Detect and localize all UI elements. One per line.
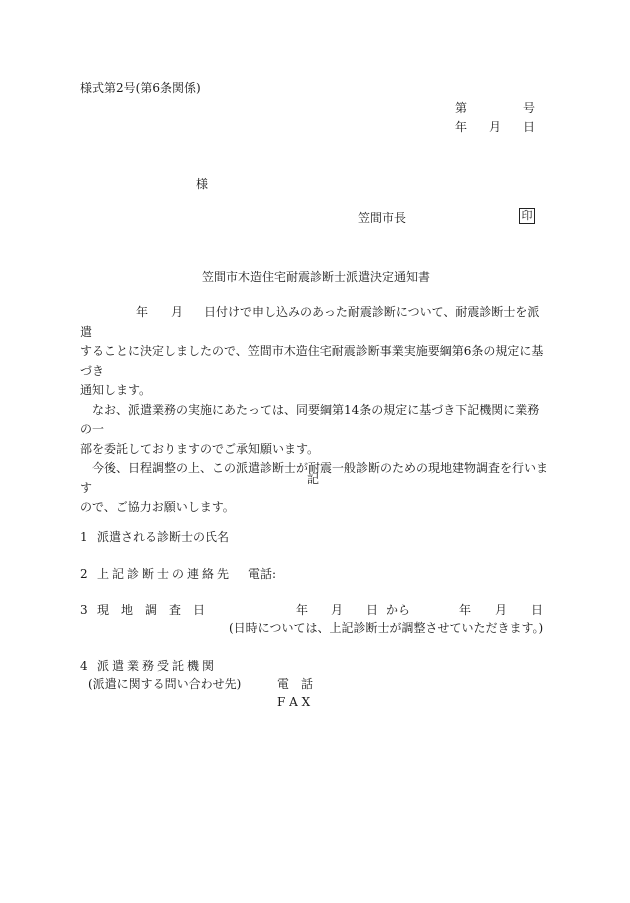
doc-number-go: 号	[523, 101, 536, 115]
item-3-end-day: 日	[531, 603, 544, 617]
item-4-subtitle: (派遣に関する問い合わせ先)	[88, 677, 242, 691]
item-4-number: 4	[80, 659, 88, 673]
item-2-label: 上記診断士の連絡先	[97, 567, 233, 581]
addressee-honorific: 様	[196, 177, 209, 191]
seal-mark: 印	[519, 208, 535, 224]
item-3-end-month: 月	[495, 603, 508, 617]
doc-date-month: 月	[489, 120, 502, 134]
ki-heading: 記	[307, 472, 320, 486]
doc-date-day: 日	[523, 120, 536, 134]
paragraph-2-line-2: 部を委託しておりますのでご承知願います。	[80, 441, 320, 456]
item-3-start-day: 日	[366, 603, 379, 617]
form-label: 様式第2号(第6条関係)	[80, 81, 201, 95]
paragraph-3-line-2: ので、ご協力お願いします。	[80, 500, 235, 514]
item-3-number: 3	[80, 603, 88, 617]
item-3-kara: から	[386, 603, 411, 617]
doc-date-year: 年	[455, 120, 468, 134]
paragraph-3-line-1: 今後、日程調整の上、この派遣診断士が耐震一般診断のための現地建物調査を行います	[80, 461, 549, 495]
item-1-label: 派遣される診断士の氏名	[97, 530, 230, 544]
paragraph-1-line-1: 年 月 日付けで申し込みのあった耐震診断について、耐震診断士を派遣	[80, 305, 540, 339]
item-3-end-year: 年	[459, 603, 472, 617]
item-4-fax-label: F A X	[277, 695, 311, 709]
item-3-label: 現 地 調 査 日	[97, 603, 206, 617]
item-3-start-year: 年	[296, 603, 309, 617]
sender: 笠間市長	[358, 211, 407, 225]
item-3-start-month: 月	[331, 603, 344, 617]
item-2-phone-label: 電話:	[248, 567, 277, 581]
paragraph-1-line-2: することに決定しましたので、笠間市木造住宅耐震診断事業実施要綱第6条の規定に基づき	[80, 344, 544, 378]
item-4-phone-label: 電 話	[277, 677, 314, 691]
document-title: 笠間市木造住宅耐震診断士派遣決定通知書	[202, 270, 431, 284]
paragraph-1-line-3: 通知します。	[80, 383, 152, 397]
item-1-number: 1	[80, 530, 88, 544]
item-4-label: 派遣業務受託機関	[97, 659, 218, 673]
item-2-number: 2	[80, 567, 88, 581]
paragraph-2-line-1: なお、派遣業務の実施にあたっては、同要綱第14条の規定に基づき下記機関に業務の一	[80, 402, 540, 436]
doc-number-dai: 第	[455, 101, 468, 115]
item-3-note: (日時については、上記診断士が調整させていただきます。)	[229, 621, 544, 635]
